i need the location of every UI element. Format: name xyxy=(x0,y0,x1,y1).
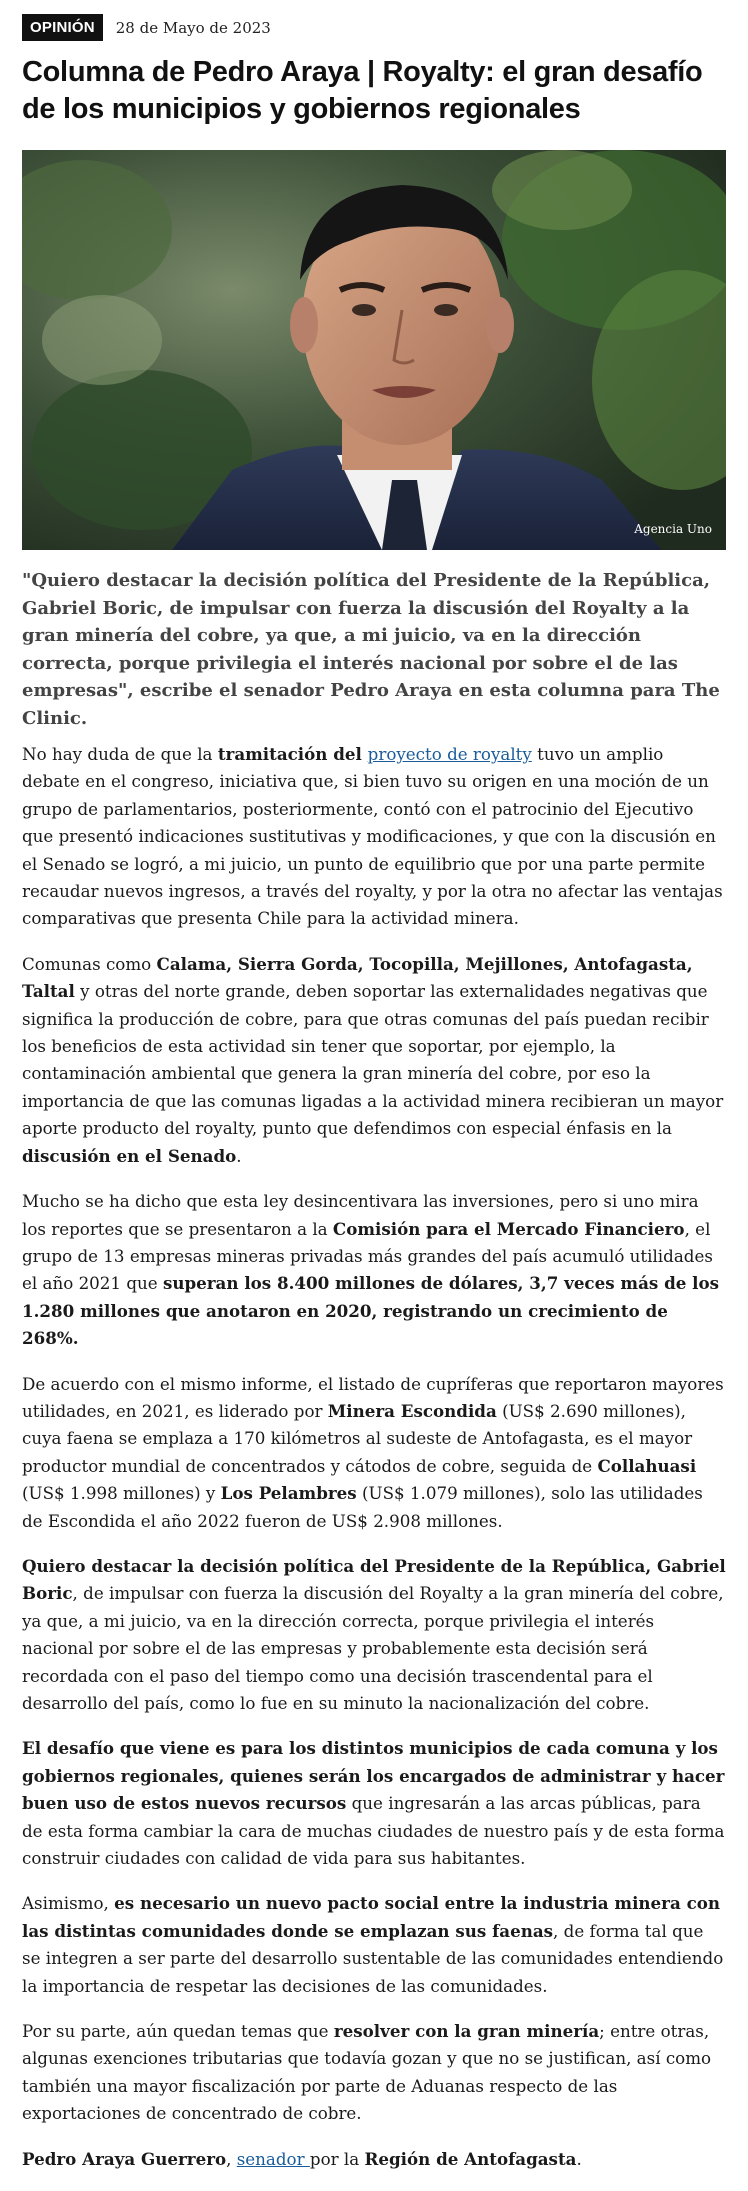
body-text: ; entre otras, algunas exenciones tributarias que todavía gozan y que no se justifican, así como también una mayor fiscalización por parte de Aduanas respecto de las exportaciones de concentrado de cobre. xyxy=(22,2021,712,2124)
body-text: , de impulsar con fuerza la discusión del Royalty a la gran minería del cobre, ya que, a mi juicio, va en la dirección correcta, porque privilegia el interés nacional por sobre el de las empresas y probablemente esta decisión será recordada con el paso del tiempo como una decisión trascendental para el desarrollo del país, como lo fue en su minuto la nacionalización del cobre. xyxy=(22,1583,724,1713)
paragraph-5 xyxy=(22,1553,726,1717)
paragraph-7 xyxy=(22,1890,726,2000)
article-meta xyxy=(22,13,271,42)
inline-link[interactable]: senador xyxy=(236,2148,310,2169)
body-text: tuvo un amplio debate en el congreso, iniciativa que, si bien tuvo su origen en una moción de un grupo de parlamentarios, posteriormente, contó con el patrocinio del Ejecutivo que presentó indicaciones sustitutivas y modificaciones, y que con la discusión en el Senado se logró, a mi juicio, un punto de equilibrio que por una parte permite recaudar nuevos ingresos, a través del royalty, y por la otra no afectar las ventajas comparativas que presenta Chile para la actividad minera. xyxy=(22,744,723,929)
paragraph-1 xyxy=(22,741,726,933)
article-title: Columna de Pedro Araya | Royalty: el gran desafío de los municipios y gobiernos regionales xyxy=(22,56,703,125)
body-text: (US$ 2.690 millones), cuya faena se emplaza a 170 kilómetros al sudeste de Antofagasta, es el mayor productor mundial de concentrados y cátodos de cobre, seguida de xyxy=(22,1400,693,1476)
body-text: que ingresarán a las arcas públicas, para de esta forma cambiar la cara de muchas ciudades de nuestro país y de esta forma construir ciudades con calidad de vida para sus habitantes. xyxy=(22,1793,725,1869)
body-text: Comunas como xyxy=(22,953,157,974)
article-lead: "Quiero destacar la decisión política del Presidente de la República, Gabriel Boric, de impulsar con fuerza la discusión del Royalty a la gran minería del cobre, ya que, a mi juicio, va en la dirección correcta, porque privilegia el interés nacional por sobre el de las empresas", escribe el senador Pedro Araya en esta columna para The Clinic. xyxy=(22,570,720,729)
bold-text: Collahuasi xyxy=(597,1455,697,1476)
paragraph-4 xyxy=(22,1371,726,1535)
paragraph-3 xyxy=(22,1188,726,1352)
body-text: y otras del norte grande, deben soportar las externalidades negativas que significa la producción de cobre, para que otras comunas del país puedan recibir los beneficios de esta actividad sin tener que soportar, por ejemplo, la contaminación ambiental que genera la gran minería del cobre, por eso la importancia de que las comunas ligadas a la actividad minera recibieran un mayor aporte producto del royalty, punto que defendimos con especial énfasis en la xyxy=(22,981,724,1139)
hero-photo xyxy=(22,150,726,550)
photo-credit: Agencia Uno xyxy=(634,522,712,536)
bold-text: es necesario un nuevo pacto social entre la industria minera con las distintas comunidades donde se emplazan sus faenas xyxy=(22,1893,721,1941)
body-text: , xyxy=(226,2148,237,2169)
category-badge[interactable]: OPINIÓN xyxy=(22,14,103,41)
signature xyxy=(22,2146,726,2173)
paragraph-8 xyxy=(22,2018,726,2128)
body-text: De acuerdo con el mismo informe, el listado de cupríferas que reportaron mayores utilidades, en 2021, es liderado por xyxy=(22,1373,724,1421)
body-text: . xyxy=(236,1145,242,1166)
inline-link[interactable]: proyecto de royalty xyxy=(367,744,532,764)
body-text: , el grupo de 13 empresas mineras privadas más grandes del país acumuló utilidades el año 2021 que xyxy=(22,1218,713,1294)
body-text: (US$ 1.998 millones) y xyxy=(22,1483,221,1504)
bold-text: El desafío que viene es para los distintos municipios de cada comuna y los gobiernos regionales, quienes serán los encargados de administrar y hacer buen uso de estos nuevos recursos xyxy=(22,1738,725,1814)
body-text: , de forma tal que se integren a ser parte del desarrollo sustentable de las comunidades entendiendo la importancia de respetar las decisiones de las comunidades. xyxy=(22,1920,724,1996)
body-text: No hay duda de que la xyxy=(22,744,218,764)
body-text: Asimismo, xyxy=(22,1893,115,1914)
bold-text: tramitación del xyxy=(217,744,368,764)
body-text: por la xyxy=(309,2148,365,2169)
bold-text: discusión en el Senado xyxy=(22,1145,237,1166)
bold-text: Calama, Sierra Gorda, Tocopilla, Mejillones, Antofagasta, Taltal xyxy=(22,953,693,1002)
portrait-illustration xyxy=(22,150,726,550)
bold-text: Los Pelambres xyxy=(220,1483,357,1504)
bold-text: superan los 8.400 millones de dólares, 3,7 veces más de los 1.280 millones que anotaron en 2020, registrando un crecimiento de 268%. xyxy=(22,1273,720,1349)
bold-text: resolver con la gran minería xyxy=(333,2021,600,2042)
paragraph-2 xyxy=(22,951,726,1170)
bold-text: Comisión para el Mercado Financiero xyxy=(332,1218,685,1239)
body-text: (US$ 1.079 millones), solo las utilidades de Escondida el año 2022 fueron de US$ 2.908 millones. xyxy=(22,1483,703,1531)
paragraph-6 xyxy=(22,1735,726,1872)
bold-text: Pedro Araya Guerrero xyxy=(22,2148,227,2169)
body-text: Por su parte, aún quedan temas que xyxy=(22,2021,334,2042)
body-text: Mucho se ha dicho que esta ley desincentivara las inversiones, pero si uno mira los reportes que se presentaron a la xyxy=(22,1191,699,1239)
bold-text: Minera Escondida xyxy=(327,1400,497,1421)
bold-text: Región de Antofagasta xyxy=(364,2148,577,2169)
body-text: . xyxy=(576,2148,582,2169)
article-body xyxy=(22,741,726,2191)
publish-date: 28 de Mayo de 2023 xyxy=(115,18,271,37)
bold-text: Quiero destacar la decisión política del Presidente de la República, Gabriel Boric xyxy=(22,1555,726,1604)
